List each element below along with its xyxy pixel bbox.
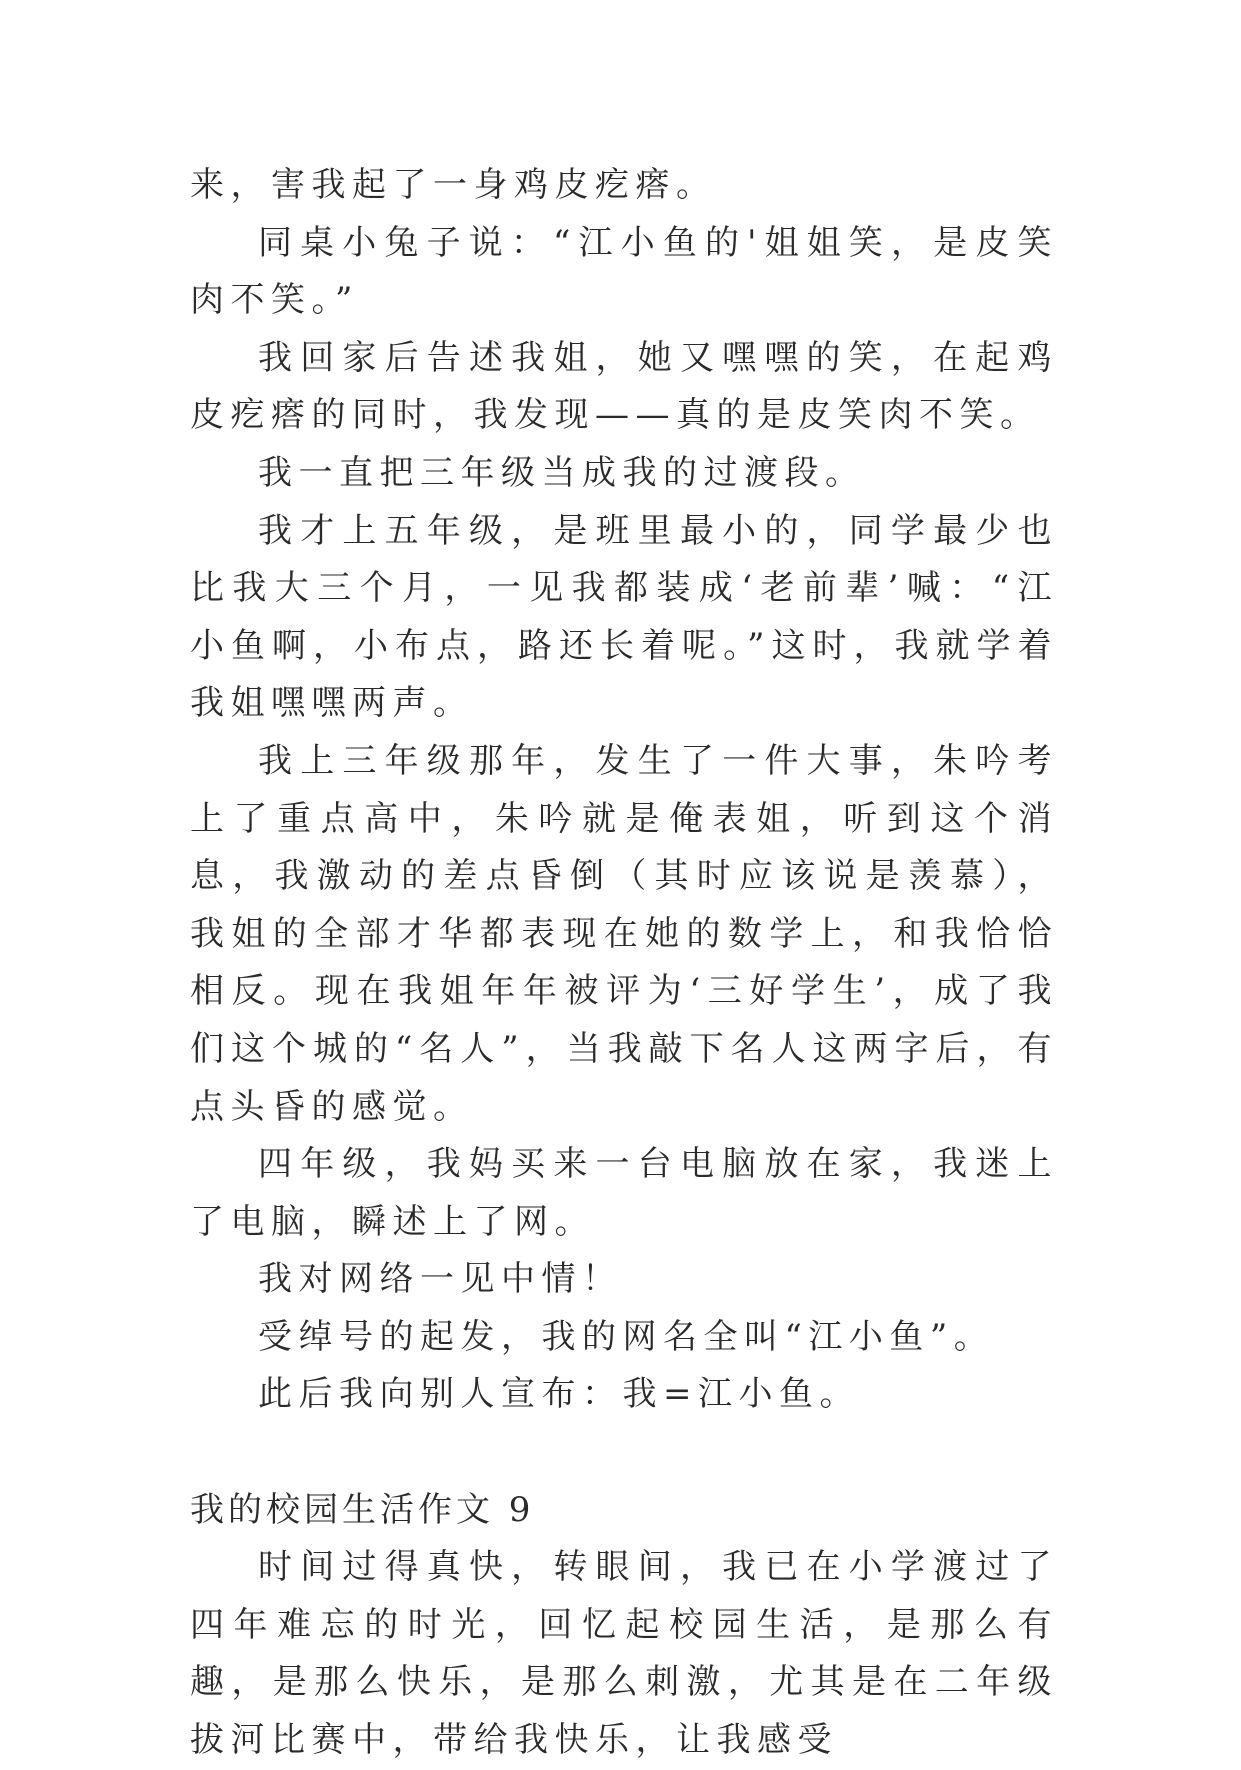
paragraph: 时间过得真快，转眼间，我已在小学渡过了四年难忘的时光，回忆起校园生活，是那么有趣，是那么快乐，是那么刺激，尤其是在二年级拔河比赛中，带给我快乐，让我感受 <box>190 1547 1058 1761</box>
paragraph: 我一直把三年级当成我的过渡段。 <box>258 452 866 493</box>
paragraph: 我对网络一见中情！ <box>258 1259 623 1300</box>
paragraph: 我上三年级那年，发生了一件大事，朱吟考上了重点高中，朱吟就是俺表姐，听到这个消息，我激动的差点昏倒（其时应该说是羡慕），我姐的全部才华都表现在她的数学上，和我恰恰相反。现在我姐年年被评为‘三好学生’，成了我们这个城的“名人”，当我敲下名人这两字后，有点头昏的感觉。 <box>190 740 1058 1127</box>
document-body <box>190 157 1058 1770</box>
section-heading: 我的校园生活作文 9 <box>190 1489 535 1530</box>
paragraph: 我回家后告述我姐，她又嘿嘿的笑，在起鸡皮疙瘩的同时，我发现——真的是皮笑肉不笑。 <box>190 337 1058 436</box>
paragraph: 我才上五年级，是班里最小的，同学最少也比我大三个月，一见我都装成‘老前辈’喊：“江小鱼啊，小布点，路还长着呢。”这时，我就学着我姐嘿嘿两声。 <box>190 510 1058 724</box>
paragraph: 受绰号的起发，我的网名全叫“江小鱼”。 <box>258 1316 995 1357</box>
paragraph: 来，害我起了一身鸡皮疙瘩。 <box>190 165 717 205</box>
paragraph: 此后我向别人宣布：我=江小鱼。 <box>258 1374 860 1415</box>
paragraph: 同桌小兔子说：“江小鱼的'姐姐笑，是皮笑肉不笑。” <box>190 222 1058 321</box>
paragraph: 四年级，我妈买来一台电脑放在家，我迷上了电脑，瞬述上了网。 <box>190 1144 1058 1242</box>
